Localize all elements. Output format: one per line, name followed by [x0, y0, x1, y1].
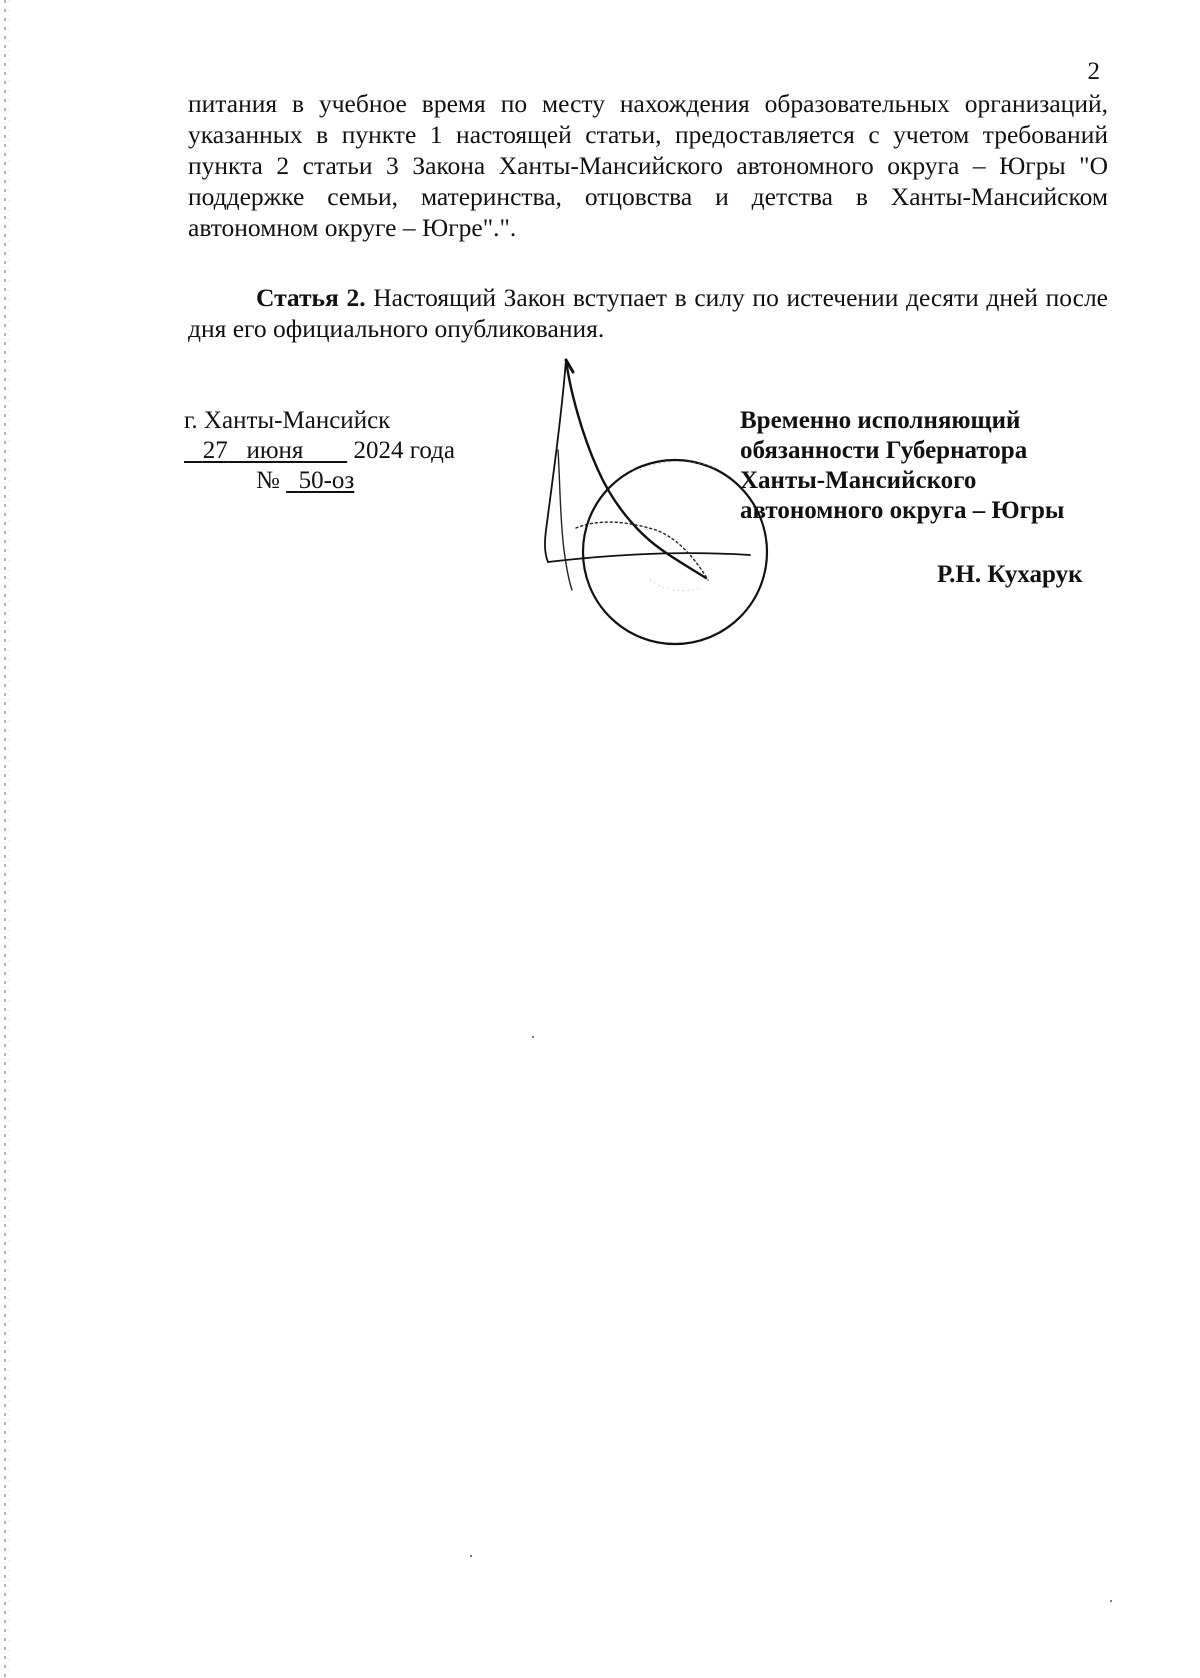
law-number: [256, 466, 354, 496]
number-prefix: №: [256, 467, 280, 494]
scan-speck: [470, 1555, 472, 1557]
scan-speck: [532, 1036, 534, 1038]
scan-edge-artifact: [0, 0, 14, 1678]
signatory-title: [740, 406, 1064, 526]
signatory-name: Р.Н. Кухарук: [937, 561, 1083, 588]
article-2-paragraph: [188, 282, 1108, 344]
signatory-title-line: обязанности Губернатора: [740, 437, 1028, 464]
date-month: июня: [246, 437, 304, 464]
signatory-title-line: Ханты-Мансийского: [740, 467, 977, 494]
signatory-title-line: Временно исполняющий: [740, 407, 1021, 434]
article-2-text: Настоящий Закон вступает в силу по истечении десяти дней после дня его официального опубликования.: [188, 283, 1108, 343]
article-2-label: Статья 2.: [256, 283, 366, 312]
place-of-signing: г. Ханты-Мансийск: [184, 407, 391, 434]
number-value: 50-оз: [298, 467, 355, 494]
page-number: 2: [1087, 58, 1100, 85]
article-1-continuation-text: питания в учебное время по месту нахождения образовательных организаций, указанных в пункте 1 настоящей статьи, предоставляется с учетом требований пункта 2 статьи 3 Закона Ханты-Мансийского автономного округа – Югры "О поддержке семьи, материнства, отцовства и детства в Ханты-Мансийском автономном округе – Югре".".: [188, 89, 1108, 242]
date-day: 27: [202, 437, 228, 464]
date-year: 2024 года: [353, 437, 455, 464]
signatory-title-line: автономного округа – Югры: [740, 497, 1065, 524]
signing-date: [184, 436, 455, 466]
scan-speck: [1110, 1600, 1112, 1602]
